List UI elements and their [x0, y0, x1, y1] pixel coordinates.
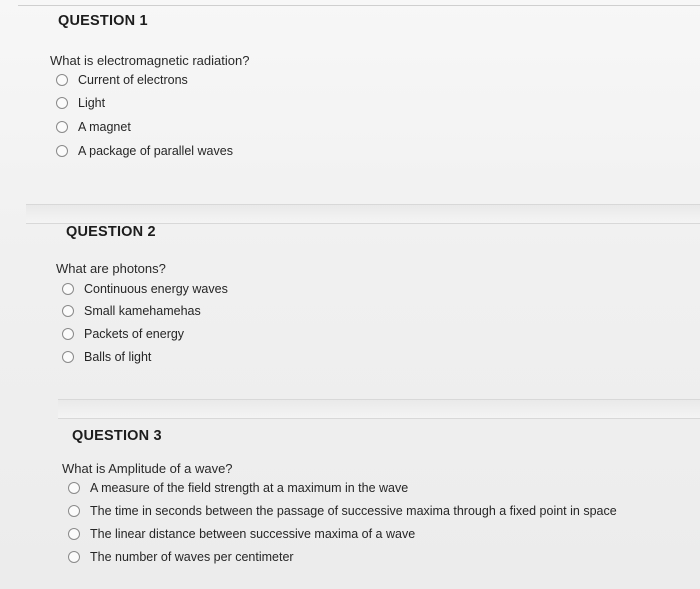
section-divider [26, 204, 700, 224]
radio-button[interactable] [62, 305, 74, 317]
radio-button[interactable] [62, 328, 74, 340]
option-label: A measure of the field strength at a maximum in the wave [90, 481, 409, 495]
question-1-prompt: What is electromagnetic radiation? [50, 53, 250, 68]
radio-button[interactable] [68, 505, 80, 517]
question-2-title: QUESTION 2 [66, 224, 156, 240]
question-3-option-1[interactable] [68, 481, 408, 495]
option-label: The time in seconds between the passage of successive maxima through a fixed point in space [90, 504, 617, 518]
question-2-prompt: What are photons? [56, 261, 166, 276]
radio-button[interactable] [68, 528, 80, 540]
question-1-title: QUESTION 1 [58, 13, 148, 29]
radio-button[interactable] [56, 145, 68, 157]
question-3-prompt: What is Amplitude of a wave? [62, 461, 233, 476]
radio-button[interactable] [56, 97, 68, 109]
question-2-option-2[interactable] [62, 304, 201, 318]
radio-button[interactable] [68, 482, 80, 494]
radio-button[interactable] [62, 283, 74, 295]
option-label: Light [78, 96, 106, 110]
question-2-option-3[interactable] [62, 327, 184, 341]
top-divider [18, 5, 700, 6]
radio-button[interactable] [56, 74, 68, 86]
question-1-option-4[interactable] [56, 144, 233, 158]
option-label: The linear distance between successive maxima of a wave [90, 527, 416, 541]
question-3-option-3[interactable] [68, 527, 415, 541]
question-1-option-2[interactable] [56, 96, 105, 110]
radio-button[interactable] [62, 351, 74, 363]
question-3-title: QUESTION 3 [72, 428, 162, 444]
question-2-option-4[interactable] [62, 350, 151, 364]
question-3-option-4[interactable] [68, 550, 294, 564]
option-label: The number of waves per centimeter [90, 550, 294, 564]
option-label: Packets of energy [84, 327, 185, 341]
option-label: Continuous energy waves [84, 282, 228, 296]
option-label: Small kamehamehas [84, 304, 201, 318]
radio-button[interactable] [56, 121, 68, 133]
section-divider [58, 399, 700, 419]
question-3-option-2[interactable] [68, 504, 617, 518]
question-1-option-3[interactable] [56, 120, 131, 134]
option-label: Balls of light [84, 350, 152, 364]
question-2-option-1[interactable] [62, 282, 228, 296]
option-label: Current of electrons [78, 73, 188, 87]
option-label: A magnet [78, 120, 131, 134]
question-1-option-1[interactable] [56, 73, 188, 87]
radio-button[interactable] [68, 551, 80, 563]
option-label: A package of parallel waves [78, 144, 233, 158]
